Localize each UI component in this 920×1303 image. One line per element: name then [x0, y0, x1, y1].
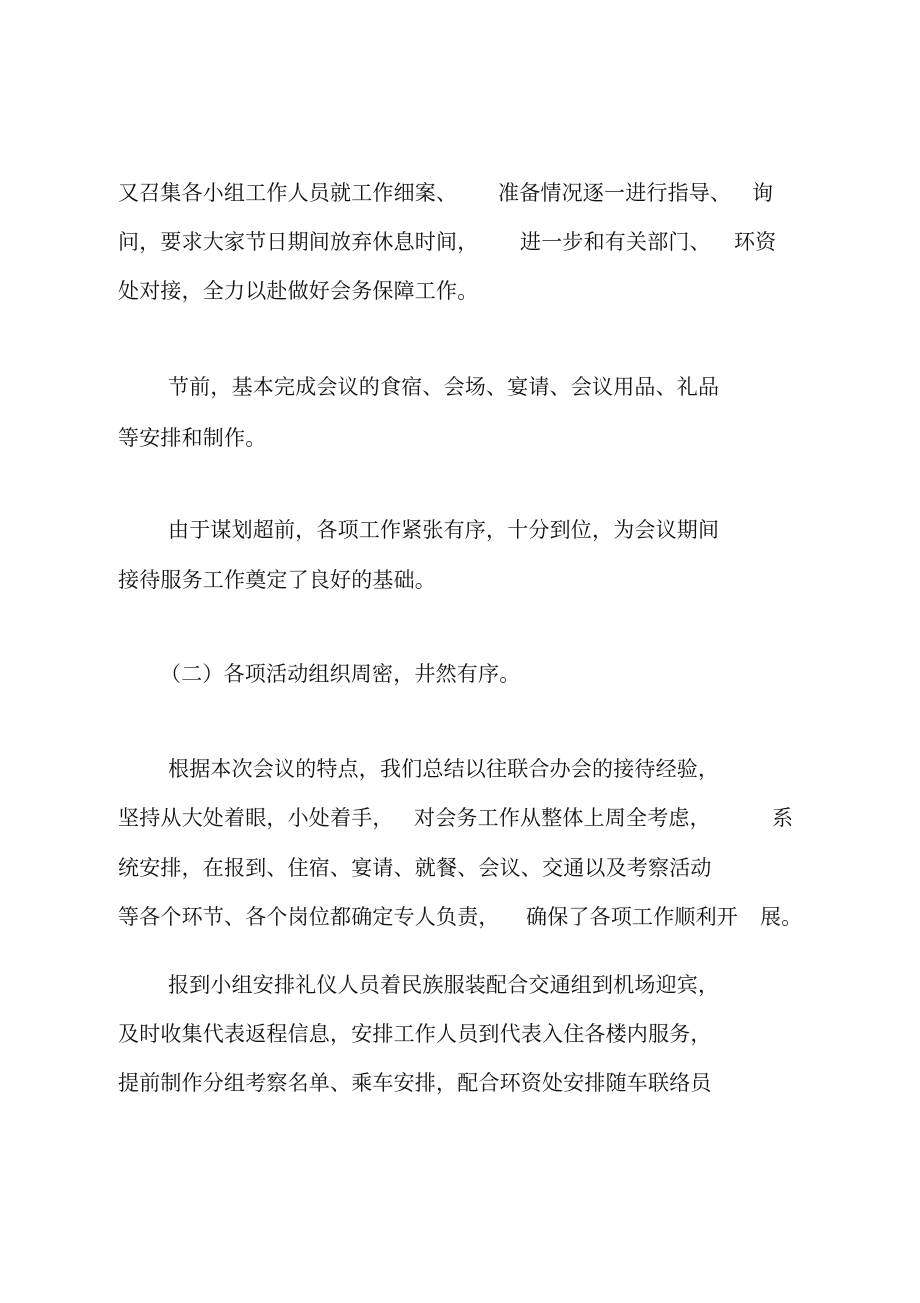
text-line [168, 374, 719, 400]
text-segment: 由于谋划超前，各项工作紧张有序，十分到位，为会议期间 [168, 518, 720, 542]
text-segment: 处对接，全力以赴做好会务保障工作。 [118, 279, 479, 303]
text-segment: 及时收集代表返程信息，安排工作人员到代表入住各楼内服务， [118, 1022, 712, 1046]
section-heading [160, 661, 520, 687]
text-line [118, 904, 803, 930]
text-line [118, 180, 774, 206]
text-segment: 进一步和有关部门、 [520, 230, 711, 254]
text-segment: 又召集各小组工作人员就工作细案、 [118, 181, 458, 205]
text-segment: （二）各项活动组织周密，井然有序。 [160, 662, 521, 686]
text-segment: 询 [752, 181, 774, 205]
text-segment: 接待服务工作奠定了良好的基础。 [118, 568, 436, 592]
text-segment: 展。 [760, 905, 803, 929]
text-segment: 问，要求大家节日期间放弃休息时间， [118, 230, 479, 254]
text-line [168, 756, 719, 782]
text-line [118, 567, 436, 593]
text-line [118, 1021, 712, 1047]
text-segment: 提前制作分组考察名单、乘车安排，配合环资处安排随车联络员 [118, 1071, 712, 1095]
text-line [118, 229, 777, 255]
text-segment: 统安排，在报到、住宿、宴请、就餐、会议、交通以及考察活动 [118, 856, 712, 880]
text-line [168, 517, 719, 543]
text-segment: 等各个环节、各个岗位都确定专人负责， [118, 905, 500, 929]
text-segment: 环资 [734, 230, 777, 254]
text-segment: 准备情况逐一进行指导、 [498, 181, 732, 205]
text-line [168, 972, 719, 998]
text-segment: 根据本次会议的特点，我们总结以往联合办会的接待经验， [168, 757, 720, 781]
text-line [118, 425, 266, 451]
text-segment: 坚持从大处着眼，小处着手， [118, 806, 394, 830]
text-line [118, 805, 794, 831]
text-line [118, 855, 712, 881]
text-segment: 系 [772, 806, 794, 830]
text-segment: 节前，基本完成会议的食宿、会场、宴请、会议用品、礼品 [168, 375, 720, 399]
text-segment: 等安排和制作。 [118, 426, 267, 450]
text-segment: 对会务工作从整体上周全考虑， [414, 806, 711, 830]
text-segment: 报到小组安排礼仪人员着民族服装配合交通组到机场迎宾， [168, 973, 720, 997]
text-line [118, 1070, 712, 1096]
text-line [118, 278, 478, 304]
text-segment: 确保了各项工作顺利开 [526, 905, 738, 929]
